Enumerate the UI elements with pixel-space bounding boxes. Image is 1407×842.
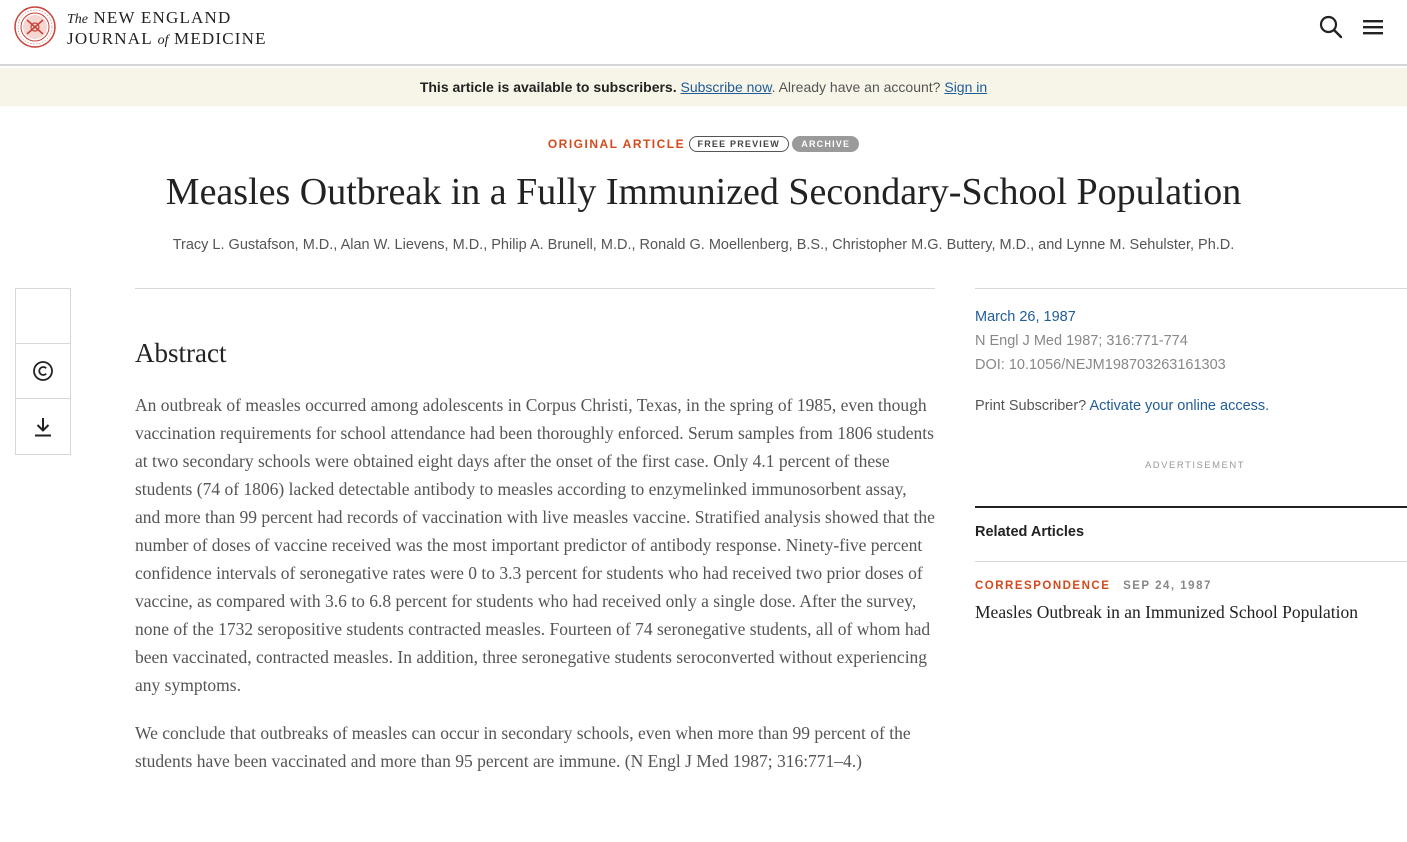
site-header — [0, 0, 1407, 66]
banner-middle: . Already have an account? — [771, 79, 945, 95]
related-date: SEP 24, 1987 — [1123, 580, 1212, 592]
doi: DOI: 10.1056/NEJM198703263161303 — [975, 357, 1226, 373]
signin-link[interactable]: Sign in — [944, 79, 988, 95]
brand-of: of — [157, 33, 169, 48]
article-type[interactable]: ORIGINAL ARTICLE — [547, 137, 686, 151]
subscribe-link[interactable]: Subscribe now — [680, 79, 772, 95]
abstract-paragraph-2: We conclude that outbreaks of measles can occur in secondary schools, even when more than 99 percent of the students have been vaccinated and more than 95 percent are immune. (N Engl J Med 1987; 316:771–4.) — [135, 723, 911, 771]
related-divider — [975, 561, 1407, 562]
related-category: CORRESPONDENCE — [975, 580, 1111, 592]
citation: N Engl J Med 1987; 316:771-774 — [975, 333, 1188, 349]
rail-copyright-tool[interactable] — [16, 344, 70, 399]
abstract-paragraph-1: An outbreak of measles occurred among adolescents in Corpus Christi, Texas, in the spring of 1985, even though vaccination requirements for school attendance had been thoroughly enforced. Serum samples from 1806 students at two secondary schools were obtained eight days after the onset of the first case. Only 4.1 percent of these students (74 of 1806) lacked detectable antibody to measles according to enzymelinked immunosorbent assay, and more than 99 percent had records of vaccination with live measles vaccine. Stratified analysis showed that the number of doses of vaccine received was the most important predictor of antibody response. Ninety-five percent confidence intervals of seronegative rates were 0 to 3.3 percent for students who had received two prior doses of vaccine, as compared with 3.6 to 6.8 percent for students who had received only a single dose. After the survey, none of the 1732 seropositive students contracted measles. Fourteen of 74 seronegative students, all of whom had been vaccinated, contracted measles. In addition, three seronegative students seroconverted without experiencing any symptoms. — [135, 395, 935, 695]
free-preview-badge: FREE PREVIEW — [689, 136, 789, 152]
hamburger-menu-icon[interactable] — [1362, 17, 1384, 37]
brand-journal: JOURNAL — [67, 29, 153, 48]
sidebar-divider — [975, 288, 1407, 289]
print-subscriber-label: Print Subscriber? — [975, 398, 1087, 414]
print-subscriber — [975, 398, 1269, 414]
subscriber-banner — [0, 68, 1407, 106]
related-articles-heading: Related Articles — [975, 524, 1085, 540]
brand-medicine: MEDICINE — [174, 29, 267, 48]
related-item-meta — [975, 580, 1212, 592]
article-tool-rail — [15, 288, 71, 455]
copyright-icon — [32, 360, 54, 382]
publication-date: March 26, 1987 — [975, 309, 1076, 325]
rail-blank-tool[interactable] — [16, 289, 70, 344]
brand-wordmark[interactable] — [67, 8, 267, 50]
rail-download-tool[interactable] — [16, 399, 70, 454]
abstract-heading: Abstract — [135, 338, 227, 368]
main-divider — [135, 288, 935, 289]
download-icon — [32, 416, 54, 438]
banner-lead: This article is available to subscribers. — [419, 79, 677, 95]
search-icon[interactable] — [1318, 14, 1344, 40]
abstract-body — [135, 391, 935, 795]
brand-line1: NEW ENGLAND — [93, 8, 232, 27]
article-authors[interactable]: Tracy L. Gustafson, M.D., Alan W. Lievens, M.D., Philip A. Brunell, M.D., Ronald G. Moellenberg, B.S., Christopher M.G. Buttery, M.D., and Lynne M. Sehulster, Ph.D. — [172, 237, 1235, 253]
activate-access-link[interactable]: Activate your online access. — [1089, 398, 1270, 414]
related-article-link[interactable]: Measles Outbreak in an Immunized School Population — [975, 602, 1358, 622]
archive-badge: ARCHIVE — [792, 136, 859, 152]
article-meta-line — [0, 136, 1407, 152]
brand-the: The — [67, 12, 88, 27]
nejm-seal-icon[interactable] — [14, 6, 56, 48]
related-top-rule — [975, 506, 1407, 508]
article-title: Measles Outbreak in a Fully Immunized Secondary-School Population — [165, 171, 1242, 213]
advertisement-label: ADVERTISEMENT — [1144, 460, 1246, 471]
publication-info — [975, 305, 1226, 377]
